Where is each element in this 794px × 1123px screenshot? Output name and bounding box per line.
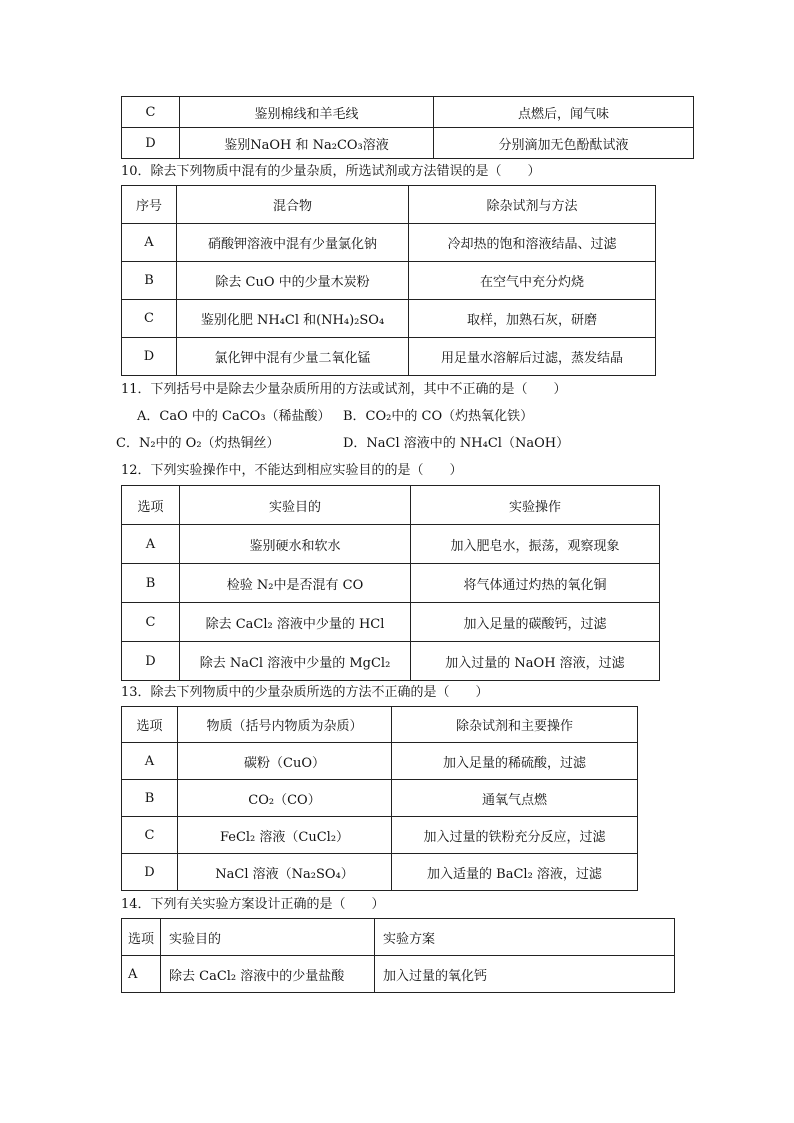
table-cell: A bbox=[122, 743, 178, 780]
q14-table bbox=[121, 918, 675, 993]
table-cell: 鉴别化肥 NH₄Cl 和(NH₄)₂SO₄ bbox=[177, 300, 409, 338]
table-row bbox=[122, 564, 660, 603]
option-c: C．N₂中的 O₂（灼热铜丝） bbox=[116, 436, 280, 451]
table-cell: 加入过量的氧化钙 bbox=[375, 956, 675, 993]
table-cell: 除去 NaCl 溶液中少量的 MgCl₂ bbox=[180, 642, 411, 681]
table-cell: C bbox=[122, 300, 177, 338]
table-cell: 加入过量的 NaOH 溶液，过滤 bbox=[411, 642, 660, 681]
column-header: 除杂试剂和主要操作 bbox=[392, 707, 638, 743]
table-cell: CO₂（CO） bbox=[178, 780, 392, 817]
table-cell: B bbox=[122, 780, 178, 817]
table-cell: 碳粉（CuO） bbox=[178, 743, 392, 780]
table-cell: D bbox=[122, 128, 180, 159]
column-header: 除杂试剂与方法 bbox=[409, 186, 656, 224]
column-header: 选项 bbox=[122, 707, 178, 743]
table-cell: 用足量水溶解后过滤，蒸发结晶 bbox=[409, 338, 656, 376]
option-d: D．NaCl 溶液中的 NH₄Cl（NaOH） bbox=[343, 436, 570, 451]
table-row bbox=[122, 262, 656, 300]
table-cell: D bbox=[122, 854, 178, 891]
table-cell: 加入适量的 BaCl₂ 溶液，过滤 bbox=[392, 854, 638, 891]
table-cell: 加入足量的碳酸钙，过滤 bbox=[411, 603, 660, 642]
table-cell: 加入足量的稀硫酸，过滤 bbox=[392, 743, 638, 780]
question-14: 14．下列有关实验方案设计正确的是（ ） bbox=[121, 897, 385, 912]
column-header: 序号 bbox=[122, 186, 177, 224]
table-cell: 鉴别NaOH 和 Na₂CO₃溶液 bbox=[180, 128, 434, 159]
table-row bbox=[122, 743, 638, 780]
table-header-row bbox=[122, 486, 660, 525]
table-cell: A bbox=[122, 956, 161, 993]
table-header-row bbox=[122, 919, 675, 956]
q13-table bbox=[121, 706, 638, 891]
column-header: 选项 bbox=[122, 486, 180, 525]
table-cell: 通氧气点燃 bbox=[392, 780, 638, 817]
table-cell: D bbox=[122, 338, 177, 376]
table-cell: 分别滴加无色酚酞试液 bbox=[434, 128, 694, 159]
question-13: 13．除去下列物质中的少量杂质所选的方法不正确的是（ ） bbox=[121, 685, 489, 700]
option-b: B．CO₂中的 CO（灼热氧化铁） bbox=[343, 409, 534, 424]
table-row bbox=[122, 224, 656, 262]
question-11: 11．下列括号中是除去少量杂质所用的方法或试剂，其中不正确的是（ ） bbox=[121, 382, 567, 397]
table-cell: 冷却热的饱和溶液结晶、过滤 bbox=[409, 224, 656, 262]
table-cell: 除去 CuO 中的少量木炭粉 bbox=[177, 262, 409, 300]
table-row bbox=[122, 780, 638, 817]
table-cell: A bbox=[122, 525, 180, 564]
table-cell: 取样，加熟石灰，研磨 bbox=[409, 300, 656, 338]
table-cell: C bbox=[122, 603, 180, 642]
column-header: 实验方案 bbox=[375, 919, 675, 956]
column-header: 混合物 bbox=[177, 186, 409, 224]
table-row bbox=[122, 642, 660, 681]
q12-table bbox=[121, 485, 660, 681]
table-cell: 除去 CaCl₂ 溶液中少量的 HCl bbox=[180, 603, 411, 642]
option-a: A．CaO 中的 CaCO₃（稀盐酸） bbox=[137, 409, 331, 424]
table-cell: 除去 CaCl₂ 溶液中的少量盐酸 bbox=[161, 956, 375, 993]
column-header: 实验操作 bbox=[411, 486, 660, 525]
table-row bbox=[122, 854, 638, 891]
question-10: 10．除去下列物质中混有的少量杂质，所选试剂或方法错误的是（ ） bbox=[121, 164, 541, 179]
table-header-row bbox=[122, 707, 638, 743]
table-row bbox=[122, 97, 694, 128]
table-cell: 加入肥皂水，振荡，观察现象 bbox=[411, 525, 660, 564]
column-header: 实验目的 bbox=[180, 486, 411, 525]
table-row bbox=[122, 603, 660, 642]
column-header: 实验目的 bbox=[161, 919, 375, 956]
table-cell: 氯化钾中混有少量二氧化锰 bbox=[177, 338, 409, 376]
table-cell: 鉴别硬水和软水 bbox=[180, 525, 411, 564]
table-row bbox=[122, 956, 675, 993]
table-cell: B bbox=[122, 262, 177, 300]
table-cell: 鉴别棉线和羊毛线 bbox=[180, 97, 434, 128]
table-cell: 在空气中充分灼烧 bbox=[409, 262, 656, 300]
table-cell: D bbox=[122, 642, 180, 681]
column-header: 物质（括号内物质为杂质） bbox=[178, 707, 392, 743]
table-row bbox=[122, 338, 656, 376]
table-cell: 点燃后，闻气味 bbox=[434, 97, 694, 128]
table-cell: A bbox=[122, 224, 177, 262]
table-cell: FeCl₂ 溶液（CuCl₂） bbox=[178, 817, 392, 854]
table-row bbox=[122, 525, 660, 564]
table-row bbox=[122, 300, 656, 338]
table-cell: B bbox=[122, 564, 180, 603]
table-cell: C bbox=[122, 817, 178, 854]
table-cell: 加入过量的铁粉充分反应，过滤 bbox=[392, 817, 638, 854]
table-cell: NaCl 溶液（Na₂SO₄） bbox=[178, 854, 392, 891]
table-cell: C bbox=[122, 97, 180, 128]
column-header: 选项 bbox=[122, 919, 161, 956]
q10-table bbox=[121, 185, 656, 376]
table-row bbox=[122, 128, 694, 159]
table-row bbox=[122, 817, 638, 854]
table-cell: 硝酸钾溶液中混有少量氯化钠 bbox=[177, 224, 409, 262]
table-cell: 检验 N₂中是否混有 CO bbox=[180, 564, 411, 603]
question-12: 12．下列实验操作中，不能达到相应实验目的的是（ ） bbox=[121, 463, 463, 478]
table-header-row bbox=[122, 186, 656, 224]
table-cell: 将气体通过灼热的氧化铜 bbox=[411, 564, 660, 603]
q9-table bbox=[121, 96, 694, 159]
